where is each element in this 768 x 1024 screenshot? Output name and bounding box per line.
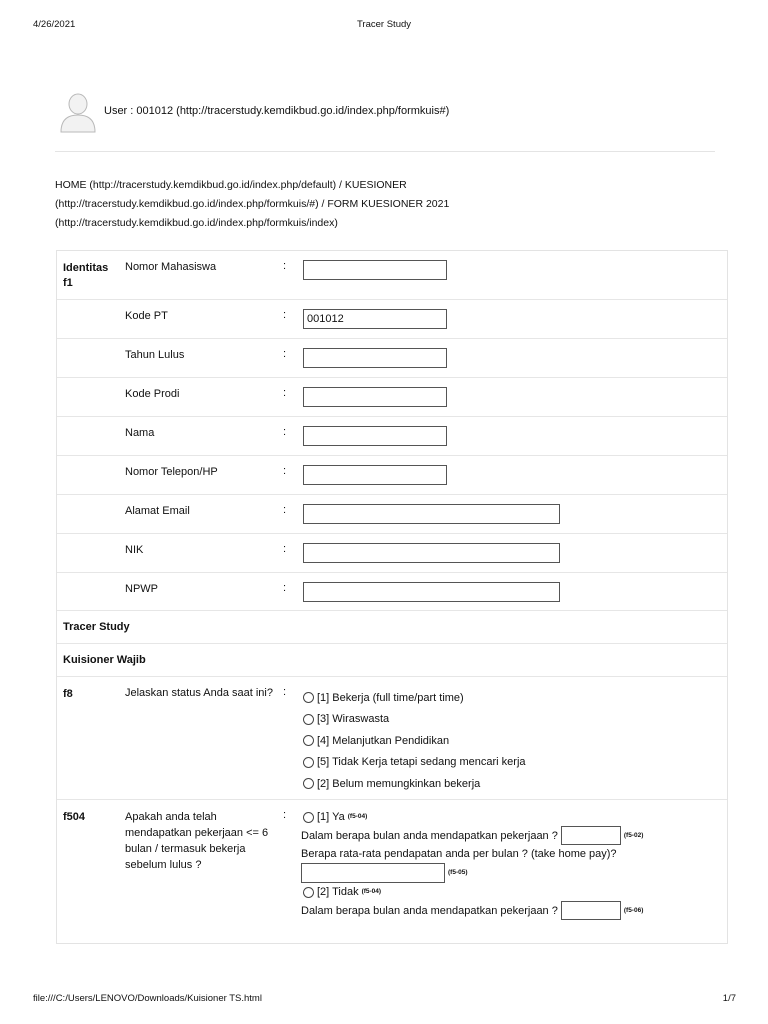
form-row-nik	[57, 534, 727, 573]
radio-button[interactable]	[303, 714, 314, 725]
user-avatar-icon	[58, 91, 98, 133]
colon: :	[283, 465, 287, 477]
field-code: (f5-02)	[623, 831, 644, 839]
field-label: Alamat Email	[125, 505, 190, 517]
radio-button[interactable]	[303, 735, 314, 746]
bulan-question-1: Dalam berapa bulan anda mendapatkan pekerjaan ?	[301, 829, 558, 842]
option-label: [2] Tidak	[317, 886, 359, 898]
bulan-input-2[interactable]	[561, 901, 621, 920]
field-label: Nama	[125, 427, 155, 439]
colon: :	[283, 543, 287, 555]
field-label: NPWP	[125, 583, 158, 595]
section-tracer-study	[57, 611, 727, 644]
f8-option-melanjutkan[interactable]	[303, 730, 526, 752]
f8-option-wiraswasta[interactable]	[303, 709, 526, 731]
divider	[55, 151, 715, 152]
kode-pt-input[interactable]	[303, 309, 447, 329]
form-row-nama	[57, 417, 727, 456]
colon: :	[283, 809, 287, 821]
field-label: Tahun Lulus	[125, 349, 185, 361]
form-row-kode-pt	[57, 300, 727, 339]
question-f504	[57, 800, 727, 942]
breadcrumb-home-link[interactable]: HOME (http://tracerstudy.kemdikbud.go.id/index.php/default) / KUESIONER	[55, 179, 407, 191]
form-row-nomor-telepon	[57, 456, 727, 495]
colon: :	[283, 582, 287, 594]
field-code: (f5-04)	[347, 813, 368, 820]
print-footer-path: file:///C:/Users/LENOVO/Downloads/Kuisioner TS.html	[33, 993, 262, 1004]
field-label: NIK	[125, 544, 144, 556]
form-row-npwp	[57, 573, 727, 611]
colon: :	[283, 387, 287, 399]
radio-button[interactable]	[303, 692, 314, 703]
section-tracer-study-title: Tracer Study	[63, 621, 130, 633]
form-row-alamat-email	[57, 495, 727, 534]
alamat-email-input[interactable]	[303, 504, 560, 524]
option-label: [4] Melanjutkan Pendidikan	[317, 734, 450, 747]
tahun-lulus-input[interactable]	[303, 348, 447, 368]
question-code: f8	[63, 688, 73, 700]
user-info	[58, 89, 449, 135]
field-label: Nomor Telepon/HP	[125, 466, 218, 478]
option-label: [1] Ya	[317, 811, 345, 823]
field-label: Kode PT	[125, 310, 168, 322]
f8-option-bekerja[interactable]	[303, 687, 526, 709]
section-kuisioner-wajib-title: Kuisioner Wajib	[63, 654, 146, 666]
question-code: f504	[63, 811, 86, 823]
user-label: User : 001012 (http://tracerstudy.kemdikbud.go.id/index.php/formkuis#)	[104, 104, 450, 117]
gaji-input[interactable]	[301, 863, 445, 883]
colon: :	[283, 348, 287, 360]
kode-prodi-input[interactable]	[303, 387, 447, 407]
colon: :	[283, 260, 287, 272]
print-title: Tracer Study	[356, 19, 412, 30]
f504-option-ya[interactable]	[301, 808, 721, 826]
question-f8	[57, 677, 727, 800]
question-text: Jelaskan status Anda saat ini?	[125, 687, 273, 699]
identitas-title: Identitas	[63, 262, 109, 274]
breadcrumb	[55, 176, 525, 233]
colon: :	[283, 686, 287, 698]
option-label: [2] Belum memungkinkan bekerja	[317, 777, 481, 790]
f8-options	[303, 687, 526, 795]
breadcrumb-form-link[interactable]: (http://tracerstudy.kemdikbud.go.id/index.php/formkuis/index)	[55, 217, 338, 229]
identitas-code: f1	[63, 277, 73, 289]
bulan-input-1[interactable]	[561, 826, 621, 845]
f504-bulan-row-2	[301, 901, 721, 920]
section-kuisioner-wajib	[57, 644, 727, 677]
question-text: Apakah anda telah mendapatkan pekerjaan <= 6 bulan / termasuk bekerja sebelum lulus ?	[125, 811, 269, 871]
field-code: (f5-05)	[448, 869, 468, 876]
colon: :	[283, 504, 287, 516]
nik-input[interactable]	[303, 543, 560, 563]
nomor-telepon-input[interactable]	[303, 465, 447, 485]
form-row-kode-prodi	[57, 378, 727, 417]
f504-bulan-row-1	[301, 826, 721, 845]
radio-button[interactable]	[303, 887, 314, 898]
print-date: 4/26/2021	[33, 19, 76, 30]
f504-options	[301, 808, 721, 920]
colon: :	[283, 426, 287, 438]
f8-option-mencari-kerja[interactable]	[303, 752, 526, 774]
nomor-mahasiswa-input[interactable]	[303, 260, 447, 280]
breadcrumb-kuesioner-link[interactable]: (http://tracerstudy.kemdikbud.go.id/index.php/formkuis/#) / FORM KUESIONER 2021	[55, 198, 450, 210]
f504-gaji-input-row	[301, 863, 721, 883]
npwp-input[interactable]	[303, 582, 560, 602]
form-row-nomor-mahasiswa	[57, 251, 727, 300]
field-code: (f5-04)	[361, 888, 382, 895]
nama-input[interactable]	[303, 426, 447, 446]
radio-button[interactable]	[303, 812, 314, 823]
field-code: (f5-06)	[623, 906, 644, 914]
field-label: Nomor Mahasiswa	[125, 261, 217, 273]
bulan-question-2: Dalam berapa bulan anda mendapatkan pekerjaan ?	[301, 904, 558, 917]
option-label: [1] Bekerja (full time/part time)	[317, 691, 464, 704]
f504-option-tidak[interactable]	[301, 883, 721, 901]
colon: :	[283, 309, 287, 321]
form-row-tahun-lulus	[57, 339, 727, 378]
section-identitas-label	[63, 261, 108, 291]
radio-button[interactable]	[303, 778, 314, 789]
gaji-question: Berapa rata-rata pendapatan anda per bulan ? (take home pay)?	[301, 848, 617, 860]
print-footer-page: 1/7	[722, 993, 736, 1004]
f504-gaji-question-row	[301, 845, 721, 863]
questionnaire-form	[56, 250, 728, 944]
option-label: [3] Wiraswasta	[317, 713, 390, 726]
f8-option-belum-bekerja[interactable]	[303, 773, 526, 795]
radio-button[interactable]	[303, 757, 314, 768]
field-label: Kode Prodi	[125, 388, 180, 400]
option-label: [5] Tidak Kerja tetapi sedang mencari kerja	[317, 756, 526, 769]
